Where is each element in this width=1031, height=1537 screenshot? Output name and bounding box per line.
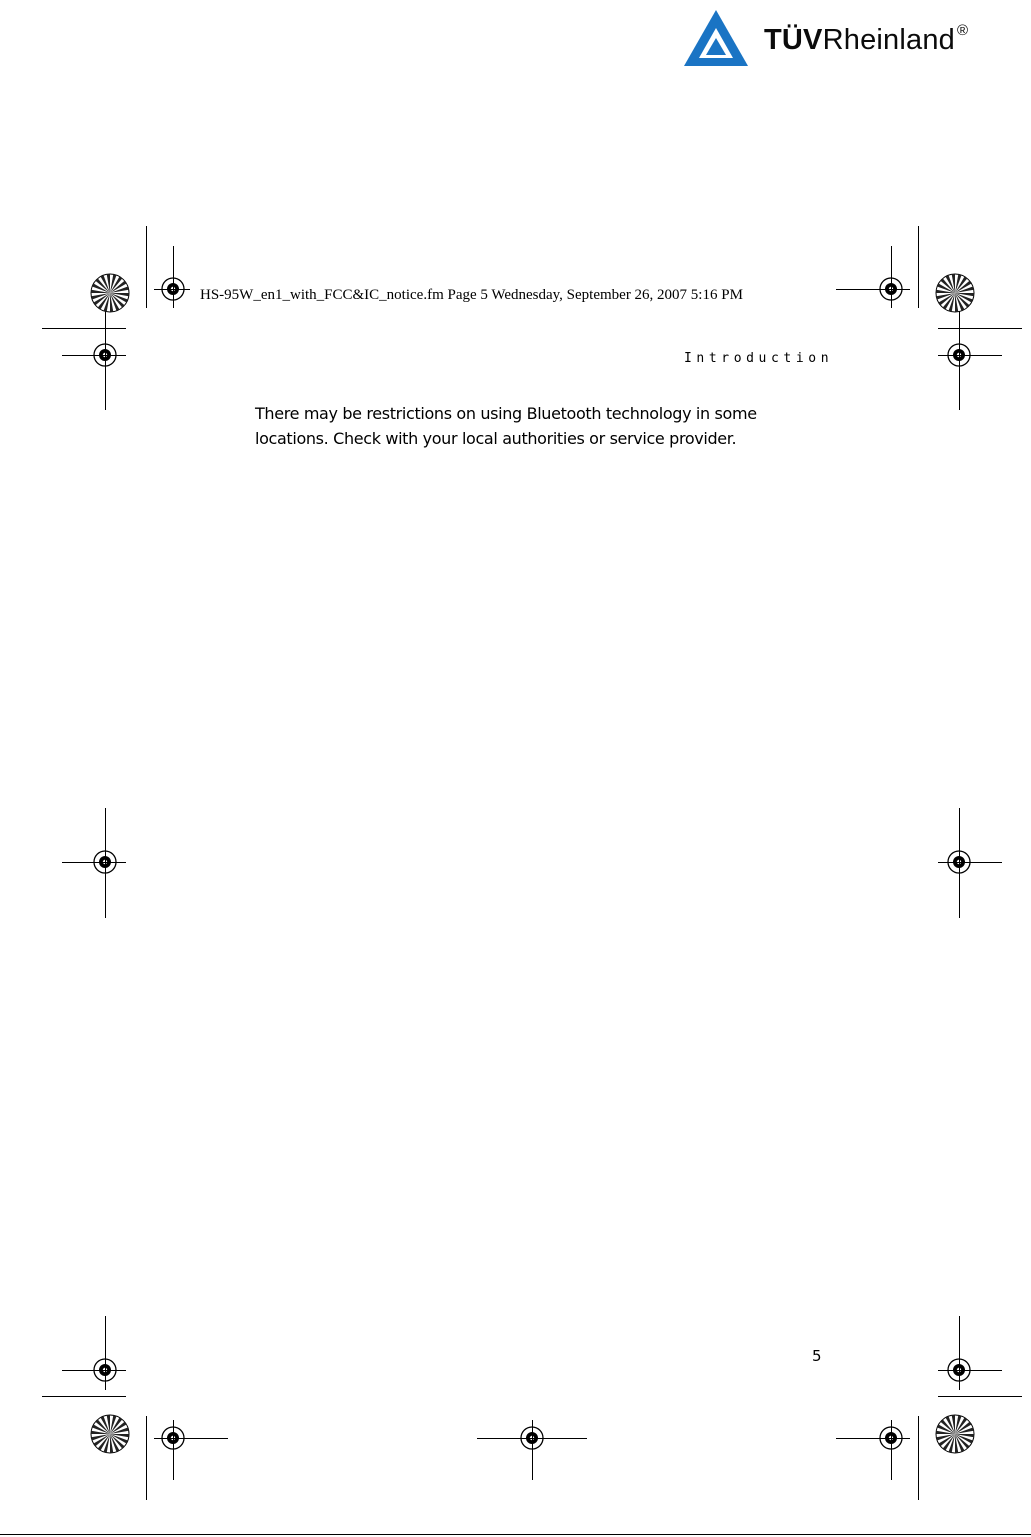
- file-info-header: HS-95W_en1_with_FCC&IC_notice.fm Page 5 Wednesday, September 26, 2007 5:16 PM: [200, 287, 743, 303]
- crosshair-line: [62, 355, 126, 356]
- crosshair-line: [154, 289, 190, 290]
- crosshair-line: [173, 246, 174, 308]
- crosshair-line: [105, 1316, 106, 1390]
- section-title: Introduction: [684, 351, 834, 366]
- crop-line: [42, 1396, 126, 1397]
- crop-line: [918, 1416, 919, 1500]
- crop-line: [42, 328, 126, 329]
- tuv-rheinland-logo: [680, 6, 1025, 70]
- crosshair-line: [938, 1370, 1002, 1371]
- crosshair-line: [891, 246, 892, 308]
- triangle-logo-icon: [682, 8, 750, 68]
- starburst-icon: [90, 1414, 130, 1454]
- logo-text: TÜVRheinland ®: [764, 22, 969, 56]
- crop-line: [938, 328, 1022, 329]
- body-line: locations. Check with your local authorities or service provider.: [255, 429, 737, 448]
- crosshair-line: [938, 862, 1002, 863]
- starburst-icon: [935, 1414, 975, 1454]
- crosshair-line: [938, 355, 1002, 356]
- crosshair-line: [62, 862, 126, 863]
- crosshair-line: [836, 289, 910, 290]
- crosshair-line: [173, 1420, 174, 1480]
- crop-line: [146, 1416, 147, 1500]
- bottom-rule: [0, 1534, 1031, 1535]
- crosshair-line: [959, 808, 960, 918]
- crosshair-line: [532, 1420, 533, 1480]
- crop-line: [918, 226, 919, 308]
- crop-line: [146, 226, 147, 308]
- crop-line: [938, 1396, 1022, 1397]
- body-paragraph: [255, 401, 795, 451]
- crosshair-line: [891, 1420, 892, 1480]
- page-number: 5: [812, 1347, 822, 1365]
- crosshair-line: [836, 1438, 910, 1439]
- body-line: There may be restrictions on using Bluetooth technology in some: [255, 404, 757, 423]
- crosshair-line: [62, 1370, 126, 1371]
- crosshair-line: [477, 1438, 587, 1439]
- crosshair-line: [154, 1438, 228, 1439]
- starburst-icon: [90, 273, 130, 313]
- starburst-icon: [935, 273, 975, 313]
- crosshair-line: [105, 808, 106, 918]
- crosshair-line: [959, 1316, 960, 1390]
